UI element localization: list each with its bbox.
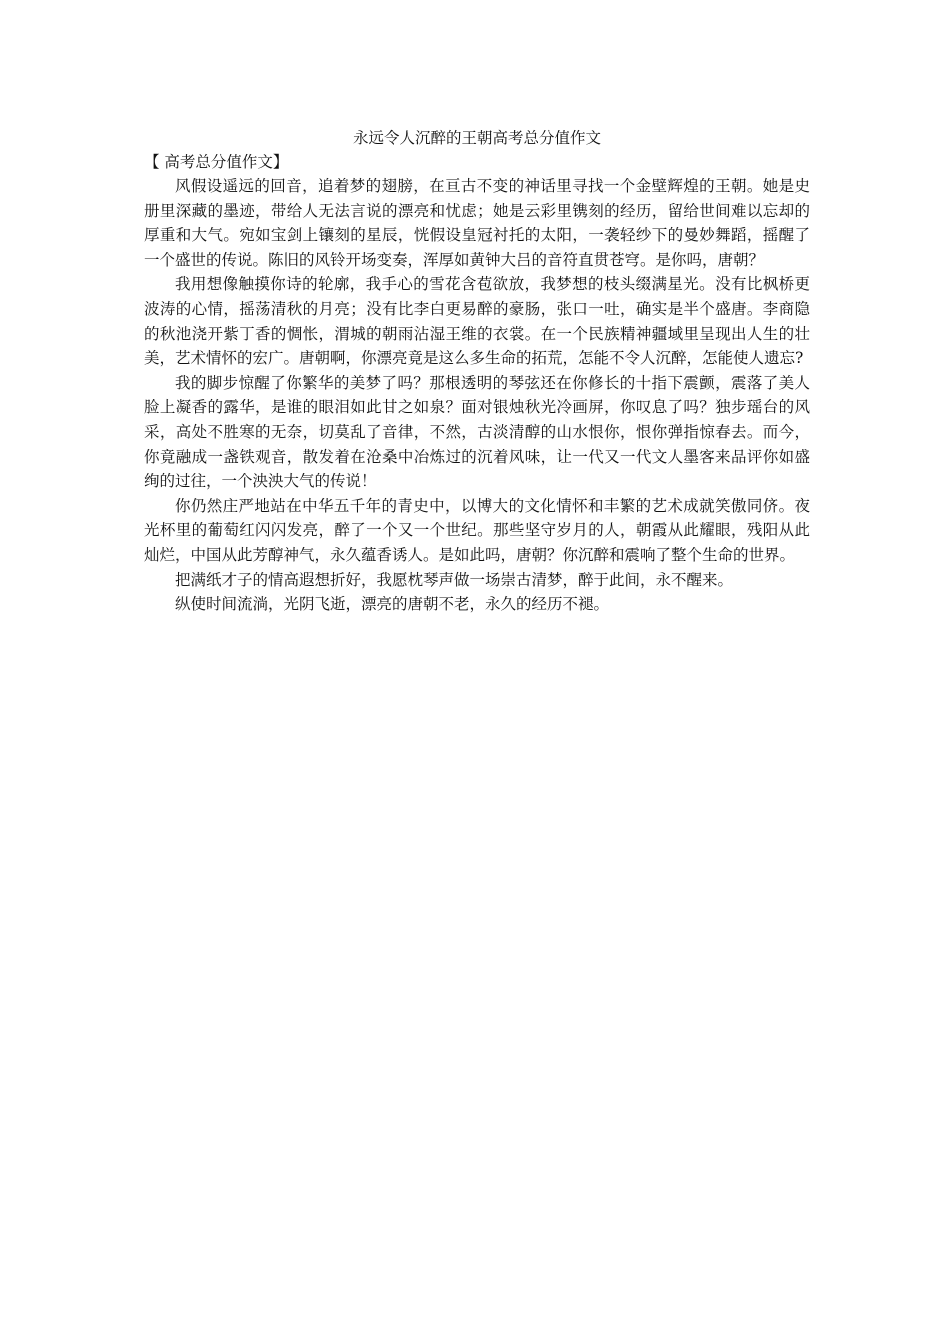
paragraph: 纵使时间流淌，光阴飞逝，漂亮的唐朝不老，永久的经历不褪。 — [175, 595, 610, 614]
paragraph: 风假设遥远的回音，追着梦的翅膀，在亘古不变的神话里寻找一个金壁辉煌的王朝。她是史册里深藏的墨迹，带给人无法言说的漂亮和忧虑；她是云彩里镌刻的经历，留给世间难以忘却的厚重和大气。宛如宝剑上镶刻的星辰，恍假设皇冠衬托的太阳，一袭轻纱下的曼妙舞蹈，摇醒了一个盛世的传说。陈旧的风铃开场变奏，浑厚如黄钟大吕的音符直贯苍穹。是你吗，唐朝？ — [144, 177, 810, 269]
document-title: 永远令人沉醉的王朝高考总分值作文 — [352, 129, 601, 147]
paragraph: 我的脚步惊醒了你繁华的美梦了吗？那根透明的琴弦还在你修长的十指下震颤，震落了美人脸上凝香的露华，是谁的眼泪如此甘之如泉？面对银烛秋光冷画屏，你叹息了吗？独步瑶台的风采，高处不胜寒的无奈，切莫乱了音律，不然，古淡清醇的山水恨你，恨你弹指惊春去。而今，你竟融成一盏铁观音，散发着在沧桑中冶炼过的沉着风味，让一代又一代文人墨客来品评你如盛绚的过往，一个泱泱大气的传说！ — [144, 373, 810, 491]
paragraph: 我用想像触摸你诗的轮廓，我手心的雪花含苞欲放，我梦想的枝头缀满星光。没有比枫桥更波涛的心情，摇荡清秋的月亮；没有比李白更易醉的豪肠，张口一吐，确实是半个盛唐。李商隐的秋池浇开紫丁香的惆怅，渭城的朝雨沾湿王维的衣裳。在一个民族精神疆域里呈现出人生的壮美，艺术情怀的宏广。唐朝啊，你漂亮竟是这么多生命的拓荒，怎能不令人沉醉，怎能使人遗忘? — [144, 275, 810, 368]
paragraph: 你仍然庄严地站在中华五千年的青史中，以博大的文化情怀和丰繁的艺术成就笑傲同侪。夜光杯里的葡萄红闪闪发亮，醉了一个又一个世纪。那些坚守岁月的人，朝霞从此耀眼，残阳从此灿烂，中国从此芳醇神气，永久蕴香诱人。是如此吗，唐朝？你沉醉和震响了整个生命的世界。 — [144, 496, 810, 564]
document-page — [144, 126, 810, 617]
section-label: 【 高考总分值作文】 — [144, 153, 289, 171]
paragraph: 把满纸才子的情高遐想折好，我愿枕琴声做一场崇古清梦，醉于此间，永不醒来。 — [175, 570, 734, 589]
